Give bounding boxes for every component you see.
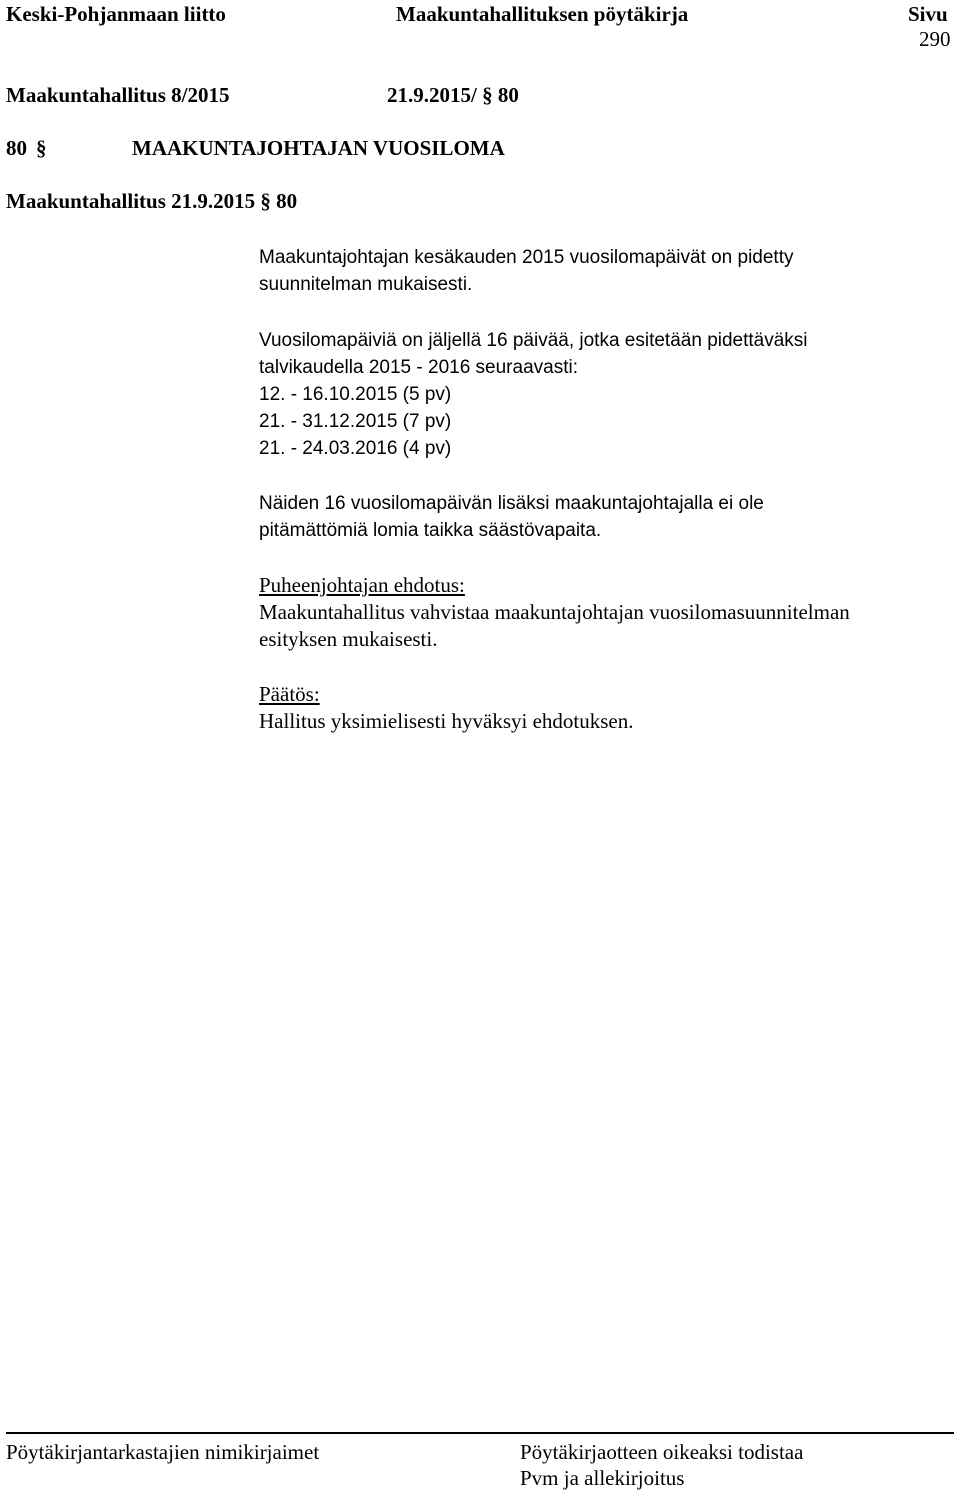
period-item: 12. - 16.10.2015 (5 pv) — [259, 384, 452, 405]
proposal-line-2: esityksen mukaisesti. — [259, 627, 438, 651]
paragraph-1-line-2: suunnitelman mukaisesti. — [259, 274, 473, 295]
footer-initials-label: Pöytäkirjantarkastajien nimikirjaimet — [6, 1440, 320, 1464]
meeting-reference: 21.9.2015/ § 80 — [387, 83, 519, 107]
decision-heading: Päätös: — [259, 682, 320, 706]
proposal-heading: Puheenjohtajan ehdotus: — [259, 573, 465, 597]
footer-signature-label: Pvm ja allekirjoitus — [520, 1466, 685, 1490]
decision-text: Hallitus yksimielisesti hyväksyi ehdotuksen. — [259, 709, 634, 733]
period-item: 21. - 24.03.2016 (4 pv) — [259, 438, 452, 459]
page-number: 290 — [919, 27, 951, 51]
paragraph-2-line-2: talvikaudella 2015 - 2016 seuraavasti: — [259, 357, 578, 378]
paragraph-3-line-1: Näiden 16 vuosilomapäivän lisäksi maakuntajohtajalla ei ole — [259, 493, 764, 514]
item-number: 80 — [6, 136, 27, 160]
document-title: Maakuntahallituksen pöytäkirja — [396, 2, 689, 26]
proposal-line-1: Maakuntahallitus vahvistaa maakuntajohtajan vuosilomasuunnitelman — [259, 600, 850, 624]
processing-line: Maakuntahallitus 21.9.2015 § 80 — [6, 189, 298, 213]
footer-divider — [6, 1432, 954, 1434]
paragraph-2-line-1: Vuosilomapäiviä on jäljellä 16 päivää, jotka esitetään pidettäväksi — [259, 330, 808, 351]
meeting-body: Maakuntahallitus 8/2015 — [6, 83, 230, 107]
organization-name: Keski-Pohjanmaan liitto — [6, 2, 226, 26]
paragraph-1-line-1: Maakuntajohtajan kesäkauden 2015 vuosilomapäivät on pidetty — [259, 247, 794, 268]
period-item: 21. - 31.12.2015 (7 pv) — [259, 411, 452, 432]
footer-certification-label: Pöytäkirjaotteen oikeaksi todistaa — [520, 1440, 804, 1464]
page-label: Sivu — [908, 2, 948, 26]
section-sign: § — [36, 136, 47, 160]
paragraph-3-line-2: pitämättömiä lomia taikka säästövapaita. — [259, 520, 602, 541]
item-title: MAAKUNTAJOHTAJAN VUOSILOMA — [132, 136, 505, 160]
